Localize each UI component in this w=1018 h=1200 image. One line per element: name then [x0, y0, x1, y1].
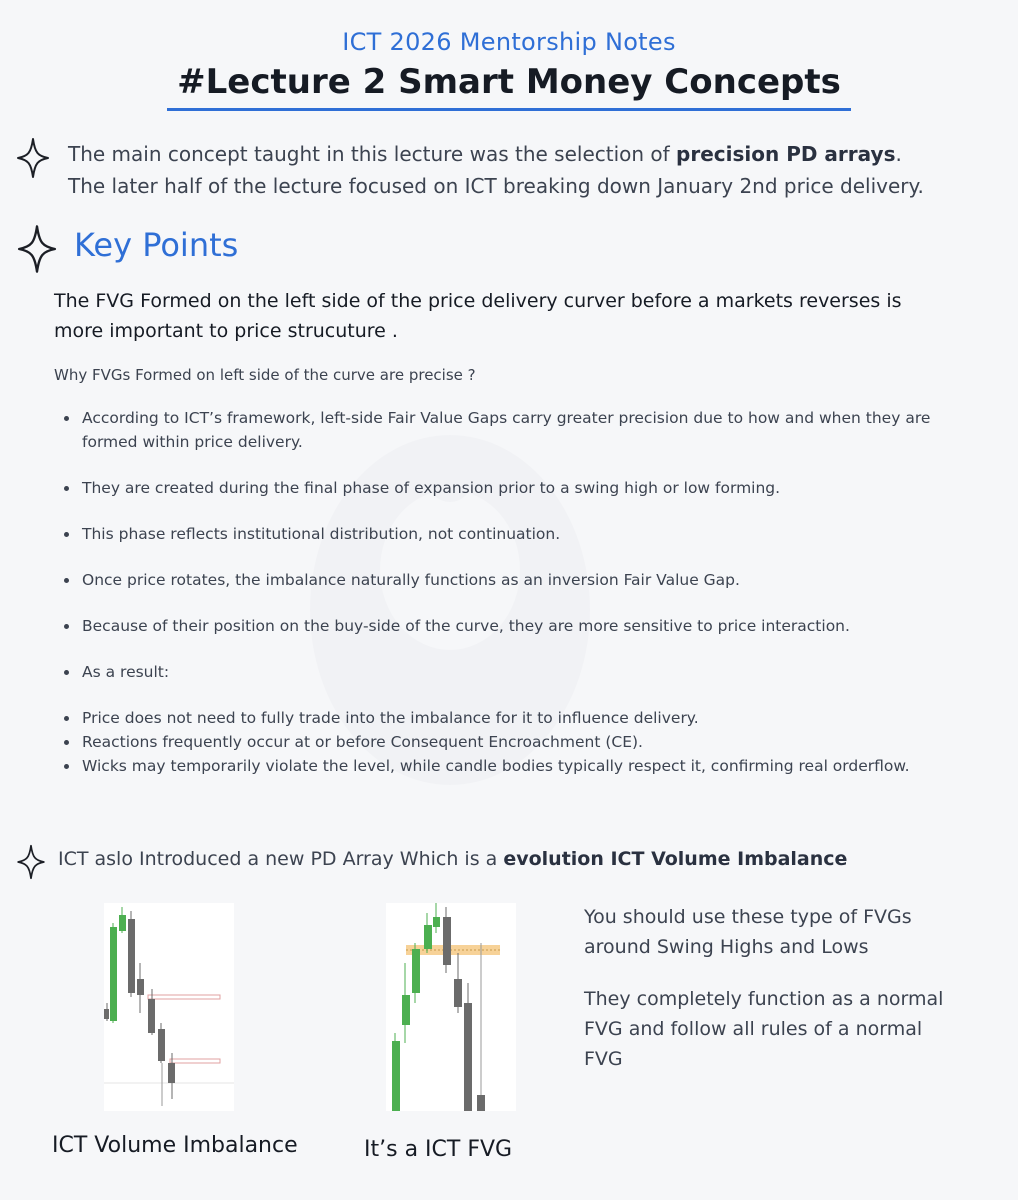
sparkle-icon — [16, 224, 58, 274]
list-item: This phase reflects institutional distribution, not continuation. — [54, 522, 934, 546]
key-points-list — [54, 406, 934, 778]
list-item: They are created during the final phase of expansion prior to a swing high or low forming. — [54, 476, 934, 500]
list-item: Price does not need to fully trade into the imbalance for it to influence delivery. — [54, 706, 934, 730]
page-title: #Lecture 2 Smart Money Concepts — [167, 62, 851, 111]
side-notes — [584, 902, 964, 1096]
evolution-bold-term: evolution ICT Volume Imbalance — [503, 848, 848, 870]
list-item: Wicks may temporarily violate the level, while candle bodies typically respect it, confirming real orderflow. — [54, 754, 934, 778]
fvg-chart-image — [386, 903, 516, 1111]
list-item: According to ICT’s framework, left-side Fair Value Gaps carry greater precision due to how and when they are formed within price delivery. — [54, 406, 934, 454]
sparkle-icon — [16, 137, 50, 179]
list-item: Once price rotates, the imbalance naturally functions as an inversion Fair Value Gap. — [54, 568, 934, 592]
list-item: Reactions frequently occur at or before Consequent Encroachment (CE). — [54, 730, 934, 754]
caption-ict-fvg: It’s a ICT FVG — [364, 1137, 513, 1162]
list-item: Because of their position on the buy-side of the curve, they are more sensitive to price interaction. — [54, 614, 934, 638]
list-item: As a result: — [54, 660, 934, 684]
key-points-question: Why FVGs Formed on left side of the curve are precise ? — [54, 366, 476, 384]
key-points-heading: Key Points — [74, 226, 239, 264]
side-note-1: You should use these type of FVGs around Swing Highs and Lows — [584, 906, 912, 958]
intro-text: The main concept taught in this lecture was the selection of precision PD arrays. The later half of the lecture focused on ICT breaking down January 2nd price delivery. — [68, 142, 924, 198]
side-note-2: They completely function as a normal FVG and follow all rules of a normal FVG — [584, 988, 944, 1070]
page-subtitle: ICT 2026 Mentorship Notes — [342, 28, 676, 56]
evolution-text: ICT aslo Introduced a new PD Array Which is a evolution ICT Volume Imbalance — [58, 848, 848, 870]
caption-volume-imbalance: ICT Volume Imbalance — [52, 1133, 298, 1158]
key-points-lead: The FVG Formed on the left side of the price delivery curver before a markets reverses is more important to price strucuture . — [54, 290, 902, 342]
intro-bold-term: precision PD arrays — [676, 142, 896, 166]
volume-imbalance-chart-image — [104, 903, 234, 1111]
sparkle-icon — [16, 844, 46, 880]
